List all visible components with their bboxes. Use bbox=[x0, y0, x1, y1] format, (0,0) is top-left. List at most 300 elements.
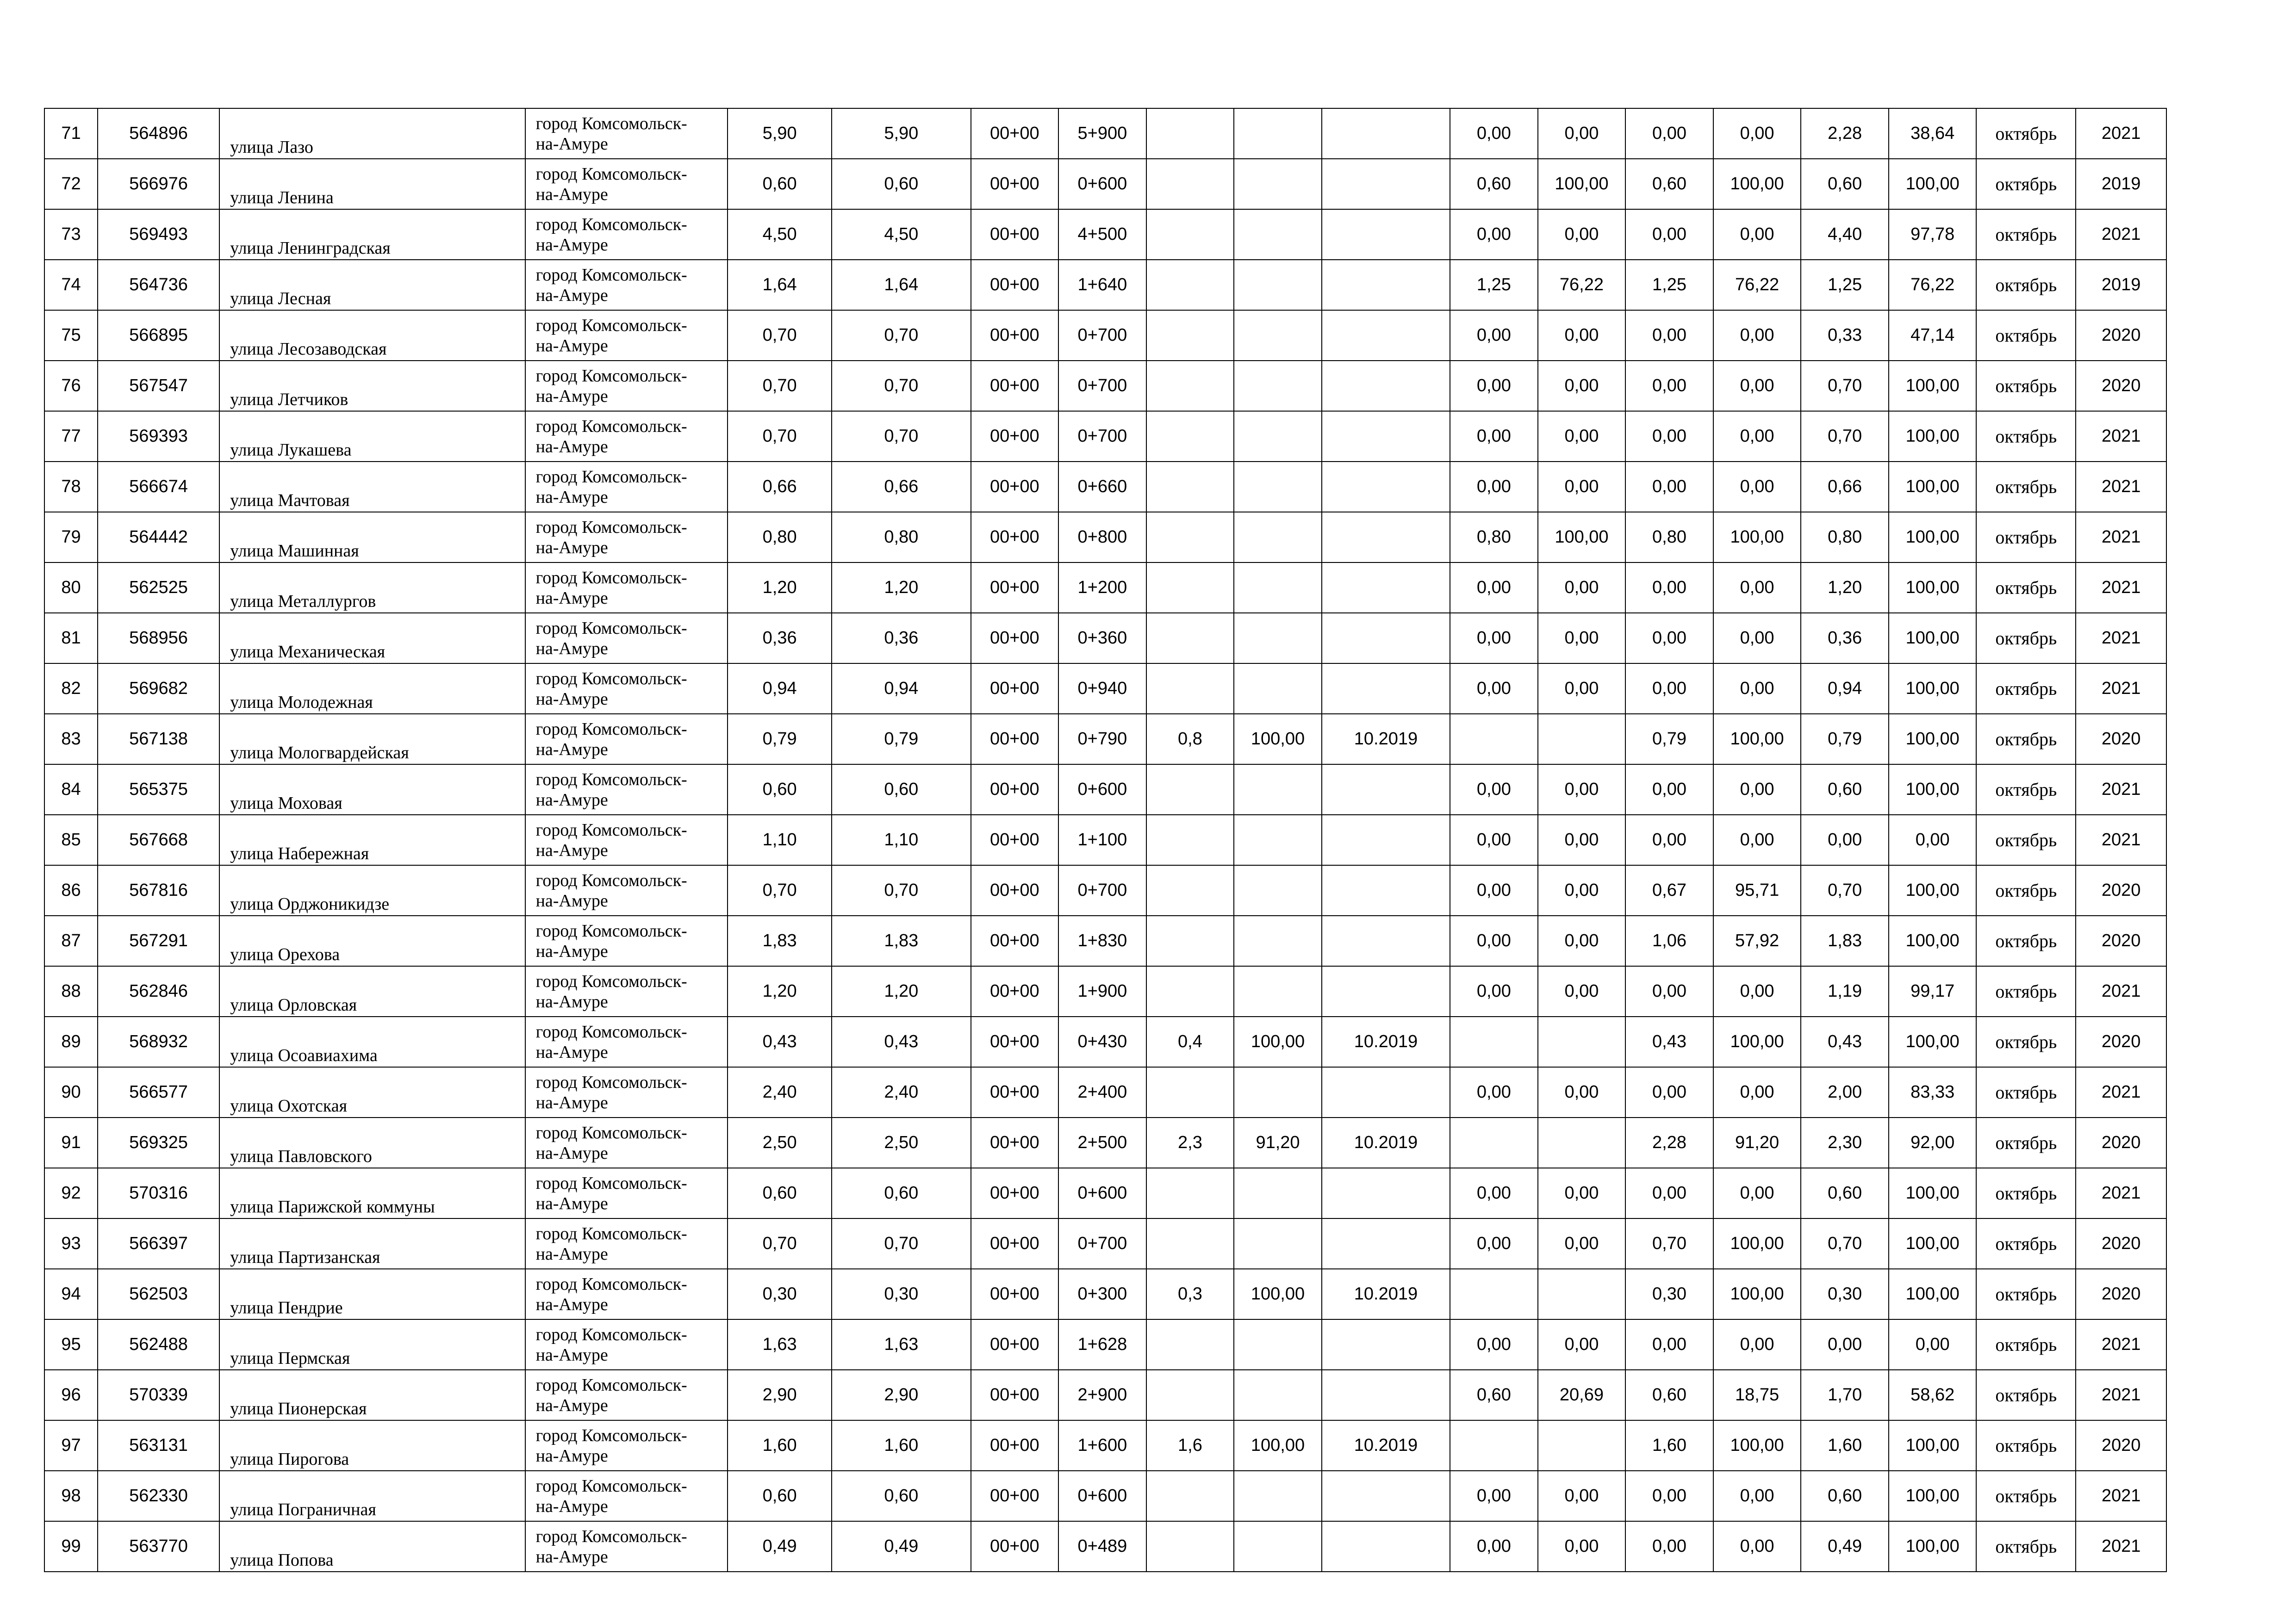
value-2021-cell: 0,60 bbox=[1801, 1168, 1889, 1218]
prior-repair-percent-cell bbox=[1234, 462, 1322, 512]
value-2021-cell: 0,00 bbox=[1801, 1319, 1889, 1370]
prior-repair-date-cell bbox=[1322, 361, 1450, 411]
month-cell: октябрь bbox=[1976, 108, 2076, 159]
year-cell: 2020 bbox=[2076, 714, 2166, 764]
length-total-cell: 0,66 bbox=[832, 462, 971, 512]
percent-2020-cell: 95,71 bbox=[1713, 865, 1801, 916]
road-id-cell: 564736 bbox=[98, 260, 219, 310]
road-id-cell: 566895 bbox=[98, 310, 219, 361]
city-cell bbox=[525, 411, 728, 462]
prior-repair-percent-cell bbox=[1234, 108, 1322, 159]
month-cell: октябрь bbox=[1976, 310, 2076, 361]
percent-2019-cell: 100,00 bbox=[1538, 512, 1626, 562]
percent-2020-cell: 100,00 bbox=[1713, 512, 1801, 562]
month-cell: октябрь bbox=[1976, 916, 2076, 966]
km-end-cell: 0+360 bbox=[1058, 613, 1146, 663]
road-id-cell: 562488 bbox=[98, 1319, 219, 1370]
length-cell: 1,63 bbox=[728, 1319, 832, 1370]
city-line-2: на-Амуре bbox=[535, 1345, 608, 1365]
percent-2020-cell: 0,00 bbox=[1713, 108, 1801, 159]
city-line-2: на-Амуре bbox=[535, 1395, 608, 1415]
month-cell: октябрь bbox=[1976, 361, 2076, 411]
city-line-2: на-Амуре bbox=[535, 689, 608, 709]
row-number-cell: 76 bbox=[44, 361, 98, 411]
length-cell: 1,20 bbox=[728, 966, 832, 1017]
city-cell bbox=[525, 1370, 728, 1420]
month-cell: октябрь bbox=[1976, 1370, 2076, 1420]
city-cell bbox=[525, 966, 728, 1017]
month-cell: октябрь bbox=[1976, 462, 2076, 512]
percent-2020-cell: 76,22 bbox=[1713, 260, 1801, 310]
row-number-cell: 84 bbox=[44, 764, 98, 815]
value-2019-cell: 0,00 bbox=[1450, 1319, 1538, 1370]
table-row bbox=[44, 108, 2166, 159]
row-number-cell: 78 bbox=[44, 462, 98, 512]
value-2020-cell: 2,28 bbox=[1625, 1118, 1713, 1168]
length-total-cell: 0,36 bbox=[832, 613, 971, 663]
percent-2019-cell: 0,00 bbox=[1538, 764, 1626, 815]
month-cell: октябрь bbox=[1976, 1067, 2076, 1118]
length-total-cell: 1,20 bbox=[832, 562, 971, 613]
city-line-2: на-Амуре bbox=[535, 487, 608, 507]
prior-repair-length-cell: 2,3 bbox=[1146, 1118, 1234, 1168]
km-start-cell: 00+00 bbox=[971, 764, 1059, 815]
value-2020-cell: 0,00 bbox=[1625, 764, 1713, 815]
km-end-cell: 4+500 bbox=[1058, 209, 1146, 260]
value-2019-cell: 1,25 bbox=[1450, 260, 1538, 310]
road-id-cell: 567668 bbox=[98, 815, 219, 865]
value-2020-cell: 0,30 bbox=[1625, 1269, 1713, 1319]
length-cell: 0,66 bbox=[728, 462, 832, 512]
length-cell: 1,20 bbox=[728, 562, 832, 613]
km-start-cell: 00+00 bbox=[971, 1269, 1059, 1319]
row-number-cell: 75 bbox=[44, 310, 98, 361]
city-cell bbox=[525, 209, 728, 260]
table-row bbox=[44, 1017, 2166, 1067]
month-cell: октябрь bbox=[1976, 1269, 2076, 1319]
prior-repair-percent-cell bbox=[1234, 613, 1322, 663]
table-row bbox=[44, 1118, 2166, 1168]
row-number-cell: 96 bbox=[44, 1370, 98, 1420]
length-cell: 1,83 bbox=[728, 916, 832, 966]
street-name-cell: улица Ленина bbox=[219, 159, 525, 209]
prior-repair-length-cell: 0,3 bbox=[1146, 1269, 1234, 1319]
km-start-cell: 00+00 bbox=[971, 1471, 1059, 1521]
percent-2021-cell: 100,00 bbox=[1889, 159, 1977, 209]
year-cell: 2021 bbox=[2076, 411, 2166, 462]
city-line-2: на-Амуре bbox=[535, 1446, 608, 1466]
city-line-1: город Комсомольск- bbox=[535, 214, 687, 234]
prior-repair-length-cell bbox=[1146, 815, 1234, 865]
percent-2021-cell: 100,00 bbox=[1889, 462, 1977, 512]
row-number-cell: 80 bbox=[44, 562, 98, 613]
prior-repair-length-cell bbox=[1146, 1168, 1234, 1218]
month-cell: октябрь bbox=[1976, 613, 2076, 663]
length-cell: 2,90 bbox=[728, 1370, 832, 1420]
row-number-cell: 77 bbox=[44, 411, 98, 462]
percent-2020-cell: 18,75 bbox=[1713, 1370, 1801, 1420]
value-2019-cell: 0,00 bbox=[1450, 1168, 1538, 1218]
city-line-2: на-Амуре bbox=[535, 386, 608, 406]
city-cell bbox=[525, 462, 728, 512]
percent-2020-cell: 0,00 bbox=[1713, 411, 1801, 462]
table-row bbox=[44, 310, 2166, 361]
km-start-cell: 00+00 bbox=[971, 1370, 1059, 1420]
value-2020-cell: 0,80 bbox=[1625, 512, 1713, 562]
prior-repair-percent-cell bbox=[1234, 159, 1322, 209]
percent-2019-cell bbox=[1538, 1269, 1626, 1319]
road-id-cell: 569393 bbox=[98, 411, 219, 462]
table-row bbox=[44, 1521, 2166, 1572]
month-cell: октябрь bbox=[1976, 966, 2076, 1017]
value-2019-cell: 0,00 bbox=[1450, 108, 1538, 159]
percent-2021-cell: 100,00 bbox=[1889, 714, 1977, 764]
prior-repair-length-cell bbox=[1146, 1471, 1234, 1521]
length-total-cell: 2,50 bbox=[832, 1118, 971, 1168]
percent-2020-cell: 0,00 bbox=[1713, 613, 1801, 663]
prior-repair-date-cell bbox=[1322, 462, 1450, 512]
value-2019-cell: 0,00 bbox=[1450, 663, 1538, 714]
city-line-1: город Комсомольск- bbox=[535, 1173, 687, 1193]
street-name-cell: улица Пендрие bbox=[219, 1269, 525, 1319]
prior-repair-percent-cell bbox=[1234, 1471, 1322, 1521]
city-line-1: город Комсомольск- bbox=[535, 1425, 687, 1445]
road-id-cell: 564442 bbox=[98, 512, 219, 562]
value-2021-cell: 1,20 bbox=[1801, 562, 1889, 613]
prior-repair-percent-cell bbox=[1234, 209, 1322, 260]
length-total-cell: 1,64 bbox=[832, 260, 971, 310]
prior-repair-percent-cell bbox=[1234, 1218, 1322, 1269]
value-2021-cell: 1,70 bbox=[1801, 1370, 1889, 1420]
street-name-cell: улица Осоавиахима bbox=[219, 1017, 525, 1067]
km-start-cell: 00+00 bbox=[971, 411, 1059, 462]
length-cell: 0,49 bbox=[728, 1521, 832, 1572]
percent-2020-cell: 0,00 bbox=[1713, 462, 1801, 512]
prior-repair-date-cell bbox=[1322, 613, 1450, 663]
length-cell: 0,79 bbox=[728, 714, 832, 764]
km-end-cell: 2+400 bbox=[1058, 1067, 1146, 1118]
year-cell: 2020 bbox=[2076, 1118, 2166, 1168]
length-total-cell: 0,70 bbox=[832, 361, 971, 411]
year-cell: 2021 bbox=[2076, 462, 2166, 512]
month-cell: октябрь bbox=[1976, 663, 2076, 714]
prior-repair-date-cell bbox=[1322, 562, 1450, 613]
percent-2019-cell bbox=[1538, 1017, 1626, 1067]
value-2019-cell: 0,60 bbox=[1450, 159, 1538, 209]
prior-repair-date-cell bbox=[1322, 815, 1450, 865]
road-id-cell: 566397 bbox=[98, 1218, 219, 1269]
prior-repair-length-cell bbox=[1146, 764, 1234, 815]
row-number-cell: 93 bbox=[44, 1218, 98, 1269]
length-total-cell: 1,63 bbox=[832, 1319, 971, 1370]
value-2019-cell: 0,00 bbox=[1450, 562, 1538, 613]
month-cell: октябрь bbox=[1976, 1168, 2076, 1218]
prior-repair-percent-cell bbox=[1234, 764, 1322, 815]
city-line-1: город Комсомольск- bbox=[535, 1274, 687, 1294]
road-id-cell: 564896 bbox=[98, 108, 219, 159]
prior-repair-percent-cell bbox=[1234, 562, 1322, 613]
percent-2019-cell: 0,00 bbox=[1538, 310, 1626, 361]
road-id-cell: 562330 bbox=[98, 1471, 219, 1521]
row-number-cell: 79 bbox=[44, 512, 98, 562]
value-2020-cell: 0,70 bbox=[1625, 1218, 1713, 1269]
prior-repair-percent-cell bbox=[1234, 916, 1322, 966]
row-number-cell: 99 bbox=[44, 1521, 98, 1572]
value-2019-cell bbox=[1450, 1269, 1538, 1319]
km-end-cell: 0+700 bbox=[1058, 1218, 1146, 1269]
length-total-cell: 0,94 bbox=[832, 663, 971, 714]
street-name-cell: улица Парижской коммуны bbox=[219, 1168, 525, 1218]
row-number-cell: 73 bbox=[44, 209, 98, 260]
prior-repair-date-cell bbox=[1322, 1521, 1450, 1572]
percent-2019-cell: 0,00 bbox=[1538, 108, 1626, 159]
prior-repair-date-cell bbox=[1322, 260, 1450, 310]
prior-repair-length-cell: 0,4 bbox=[1146, 1017, 1234, 1067]
prior-repair-length-cell bbox=[1146, 361, 1234, 411]
length-total-cell: 1,20 bbox=[832, 966, 971, 1017]
year-cell: 2020 bbox=[2076, 1017, 2166, 1067]
prior-repair-date-cell bbox=[1322, 1218, 1450, 1269]
value-2020-cell: 0,00 bbox=[1625, 1168, 1713, 1218]
city-cell bbox=[525, 714, 728, 764]
prior-repair-percent-cell bbox=[1234, 411, 1322, 462]
percent-2019-cell: 0,00 bbox=[1538, 1168, 1626, 1218]
percent-2019-cell: 0,00 bbox=[1538, 562, 1626, 613]
month-cell: октябрь bbox=[1976, 562, 2076, 613]
value-2020-cell: 0,00 bbox=[1625, 815, 1713, 865]
length-total-cell: 0,70 bbox=[832, 310, 971, 361]
value-2020-cell: 0,00 bbox=[1625, 1319, 1713, 1370]
month-cell: октябрь bbox=[1976, 512, 2076, 562]
month-cell: октябрь bbox=[1976, 764, 2076, 815]
percent-2020-cell: 57,92 bbox=[1713, 916, 1801, 966]
km-start-cell: 00+00 bbox=[971, 512, 1059, 562]
city-line-1: город Комсомольск- bbox=[535, 1476, 687, 1496]
percent-2020-cell: 0,00 bbox=[1713, 361, 1801, 411]
value-2021-cell: 0,60 bbox=[1801, 764, 1889, 815]
month-cell: октябрь bbox=[1976, 1017, 2076, 1067]
km-start-cell: 00+00 bbox=[971, 714, 1059, 764]
city-line-1: город Комсомольск- bbox=[535, 113, 687, 133]
year-cell: 2021 bbox=[2076, 1471, 2166, 1521]
value-2019-cell bbox=[1450, 1017, 1538, 1067]
city-line-1: город Комсомольск- bbox=[535, 769, 687, 789]
percent-2021-cell: 83,33 bbox=[1889, 1067, 1977, 1118]
percent-2021-cell: 100,00 bbox=[1889, 1420, 1977, 1471]
city-cell bbox=[525, 1017, 728, 1067]
value-2021-cell: 1,25 bbox=[1801, 260, 1889, 310]
length-total-cell: 0,79 bbox=[832, 714, 971, 764]
prior-repair-length-cell bbox=[1146, 562, 1234, 613]
city-line-1: город Комсомольск- bbox=[535, 1526, 687, 1546]
prior-repair-length-cell bbox=[1146, 966, 1234, 1017]
percent-2020-cell: 91,20 bbox=[1713, 1118, 1801, 1168]
street-name-cell: улица Лесная bbox=[219, 260, 525, 310]
street-name-cell: улица Пермская bbox=[219, 1319, 525, 1370]
prior-repair-percent-cell bbox=[1234, 1168, 1322, 1218]
prior-repair-length-cell bbox=[1146, 260, 1234, 310]
table-row bbox=[44, 1420, 2166, 1471]
value-2020-cell: 1,06 bbox=[1625, 916, 1713, 966]
percent-2021-cell: 100,00 bbox=[1889, 562, 1977, 613]
year-cell: 2021 bbox=[2076, 966, 2166, 1017]
city-cell bbox=[525, 1420, 728, 1471]
percent-2020-cell: 0,00 bbox=[1713, 562, 1801, 613]
street-name-cell: улица Лукашева bbox=[219, 411, 525, 462]
city-line-2: на-Амуре bbox=[535, 941, 608, 961]
prior-repair-length-cell bbox=[1146, 1319, 1234, 1370]
year-cell: 2019 bbox=[2076, 260, 2166, 310]
table-row bbox=[44, 411, 2166, 462]
prior-repair-length-cell bbox=[1146, 512, 1234, 562]
city-line-1: город Комсомольск- bbox=[535, 1224, 687, 1243]
prior-repair-percent-cell bbox=[1234, 663, 1322, 714]
prior-repair-date-cell bbox=[1322, 764, 1450, 815]
prior-repair-date-cell: 10.2019 bbox=[1322, 1420, 1450, 1471]
value-2020-cell: 0,67 bbox=[1625, 865, 1713, 916]
city-line-2: на-Амуре bbox=[535, 184, 608, 204]
table-row bbox=[44, 1168, 2166, 1218]
prior-repair-percent-cell: 100,00 bbox=[1234, 1420, 1322, 1471]
year-cell: 2021 bbox=[2076, 562, 2166, 613]
km-start-cell: 00+00 bbox=[971, 865, 1059, 916]
value-2020-cell: 0,00 bbox=[1625, 411, 1713, 462]
km-start-cell: 00+00 bbox=[971, 1218, 1059, 1269]
value-2019-cell: 0,00 bbox=[1450, 1471, 1538, 1521]
km-start-cell: 00+00 bbox=[971, 1420, 1059, 1471]
value-2021-cell: 0,94 bbox=[1801, 663, 1889, 714]
row-number-cell: 81 bbox=[44, 613, 98, 663]
road-id-cell: 562503 bbox=[98, 1269, 219, 1319]
city-line-1: город Комсомольск- bbox=[535, 265, 687, 285]
city-line-2: на-Амуре bbox=[535, 235, 608, 255]
road-id-cell: 562846 bbox=[98, 966, 219, 1017]
value-2020-cell: 0,00 bbox=[1625, 310, 1713, 361]
prior-repair-date-cell bbox=[1322, 209, 1450, 260]
value-2021-cell: 2,28 bbox=[1801, 108, 1889, 159]
percent-2021-cell: 100,00 bbox=[1889, 1521, 1977, 1572]
value-2021-cell: 0,70 bbox=[1801, 411, 1889, 462]
percent-2019-cell bbox=[1538, 714, 1626, 764]
city-line-1: город Комсомольск- bbox=[535, 416, 687, 436]
prior-repair-length-cell bbox=[1146, 1370, 1234, 1420]
length-total-cell: 0,49 bbox=[832, 1521, 971, 1572]
length-total-cell: 0,60 bbox=[832, 1168, 971, 1218]
length-total-cell: 0,60 bbox=[832, 1471, 971, 1521]
km-start-cell: 00+00 bbox=[971, 1017, 1059, 1067]
km-end-cell: 1+628 bbox=[1058, 1319, 1146, 1370]
city-line-2: на-Амуре bbox=[535, 739, 608, 759]
value-2020-cell: 1,60 bbox=[1625, 1420, 1713, 1471]
city-cell bbox=[525, 562, 728, 613]
month-cell: октябрь bbox=[1976, 1521, 2076, 1572]
value-2020-cell: 0,00 bbox=[1625, 1471, 1713, 1521]
street-name-cell: улица Металлургов bbox=[219, 562, 525, 613]
month-cell: октябрь bbox=[1976, 815, 2076, 865]
value-2019-cell: 0,00 bbox=[1450, 815, 1538, 865]
km-end-cell: 2+900 bbox=[1058, 1370, 1146, 1420]
value-2020-cell: 0,00 bbox=[1625, 209, 1713, 260]
year-cell: 2019 bbox=[2076, 159, 2166, 209]
street-name-cell: улица Лесозаводская bbox=[219, 310, 525, 361]
city-line-2: на-Амуре bbox=[535, 537, 608, 557]
city-cell bbox=[525, 1521, 728, 1572]
value-2019-cell: 0,00 bbox=[1450, 361, 1538, 411]
prior-repair-date-cell bbox=[1322, 310, 1450, 361]
percent-2019-cell: 0,00 bbox=[1538, 663, 1626, 714]
length-total-cell: 0,70 bbox=[832, 1218, 971, 1269]
prior-repair-date-cell bbox=[1322, 1067, 1450, 1118]
prior-repair-percent-cell bbox=[1234, 966, 1322, 1017]
km-end-cell: 1+100 bbox=[1058, 815, 1146, 865]
city-cell bbox=[525, 1218, 728, 1269]
length-cell: 2,50 bbox=[728, 1118, 832, 1168]
table-row bbox=[44, 916, 2166, 966]
percent-2020-cell: 0,00 bbox=[1713, 1067, 1801, 1118]
value-2020-cell: 0,43 bbox=[1625, 1017, 1713, 1067]
city-line-1: город Комсомольск- bbox=[535, 1072, 687, 1092]
street-name-cell: улица Механическая bbox=[219, 613, 525, 663]
city-line-2: на-Амуре bbox=[535, 134, 608, 154]
value-2021-cell: 0,70 bbox=[1801, 1218, 1889, 1269]
value-2020-cell: 0,00 bbox=[1625, 108, 1713, 159]
year-cell: 2020 bbox=[2076, 310, 2166, 361]
city-line-1: город Комсомольск- bbox=[535, 467, 687, 487]
prior-repair-length-cell bbox=[1146, 1067, 1234, 1118]
value-2021-cell: 1,60 bbox=[1801, 1420, 1889, 1471]
value-2021-cell: 4,40 bbox=[1801, 209, 1889, 260]
km-end-cell: 0+600 bbox=[1058, 1471, 1146, 1521]
percent-2020-cell: 100,00 bbox=[1713, 714, 1801, 764]
prior-repair-percent-cell bbox=[1234, 1521, 1322, 1572]
prior-repair-date-cell bbox=[1322, 411, 1450, 462]
year-cell: 2021 bbox=[2076, 1168, 2166, 1218]
km-end-cell: 0+790 bbox=[1058, 714, 1146, 764]
street-name-cell: улица Пионерская bbox=[219, 1370, 525, 1420]
km-end-cell: 0+700 bbox=[1058, 361, 1146, 411]
row-number-cell: 83 bbox=[44, 714, 98, 764]
prior-repair-date-cell bbox=[1322, 1370, 1450, 1420]
city-line-1: город Комсомольск- bbox=[535, 719, 687, 739]
year-cell: 2021 bbox=[2076, 663, 2166, 714]
prior-repair-length-cell bbox=[1146, 159, 1234, 209]
percent-2021-cell: 100,00 bbox=[1889, 1269, 1977, 1319]
row-number-cell: 86 bbox=[44, 865, 98, 916]
city-line-1: город Комсомольск- bbox=[535, 315, 687, 335]
value-2019-cell: 0,00 bbox=[1450, 209, 1538, 260]
km-end-cell: 0+489 bbox=[1058, 1521, 1146, 1572]
length-cell: 0,70 bbox=[728, 411, 832, 462]
percent-2019-cell: 0,00 bbox=[1538, 1521, 1626, 1572]
prior-repair-length-cell bbox=[1146, 411, 1234, 462]
prior-repair-percent-cell bbox=[1234, 815, 1322, 865]
table-row bbox=[44, 966, 2166, 1017]
prior-repair-length-cell: 0,8 bbox=[1146, 714, 1234, 764]
value-2019-cell: 0,00 bbox=[1450, 1218, 1538, 1269]
value-2020-cell: 0,00 bbox=[1625, 663, 1713, 714]
length-cell: 0,70 bbox=[728, 1218, 832, 1269]
table-row bbox=[44, 1370, 2166, 1420]
percent-2020-cell: 0,00 bbox=[1713, 815, 1801, 865]
km-end-cell: 0+660 bbox=[1058, 462, 1146, 512]
city-line-2: на-Амуре bbox=[535, 1193, 608, 1213]
row-number-cell: 85 bbox=[44, 815, 98, 865]
road-id-cell: 567291 bbox=[98, 916, 219, 966]
year-cell: 2020 bbox=[2076, 865, 2166, 916]
city-cell bbox=[525, 108, 728, 159]
km-end-cell: 0+700 bbox=[1058, 411, 1146, 462]
month-cell: октябрь bbox=[1976, 411, 2076, 462]
